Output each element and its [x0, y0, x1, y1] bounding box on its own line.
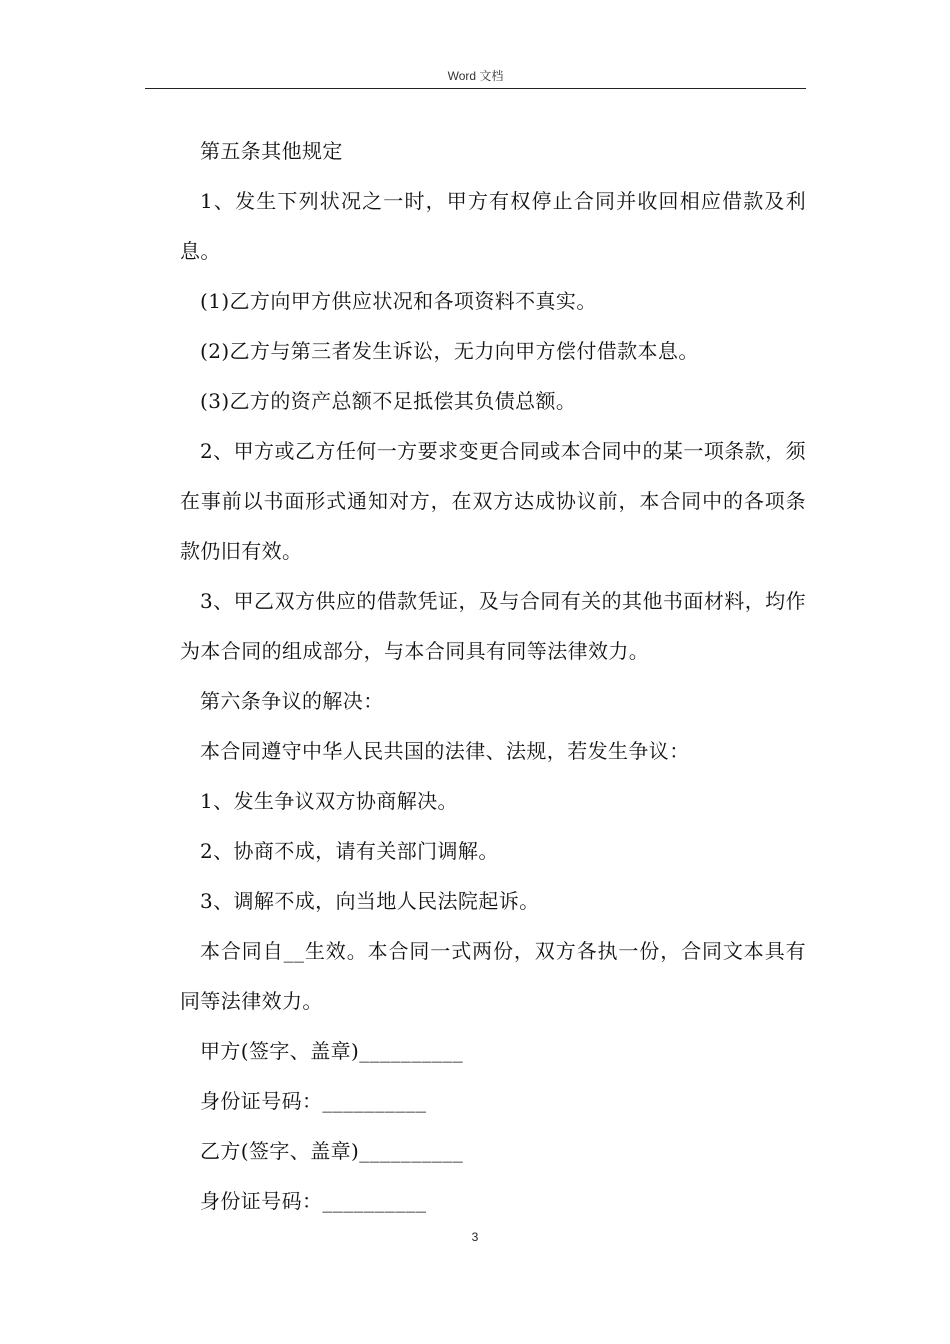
section-6-intro: 本合同遵守中华人民共国的法律、法规，若发生争议：	[200, 739, 690, 763]
party-a-id-line: 身份证号码：__________	[200, 1089, 427, 1113]
party-b-signature-line: 乙方(签字、盖章)__________	[200, 1139, 464, 1163]
clause-5-2: 2、甲方或乙方任何一方要求变更合同或本合同中的某一项条款，须在事前以书面形式通知对方，在双方达成协议前，本合同中的各项条款仍旧有效。	[180, 439, 806, 563]
page-header	[145, 66, 806, 89]
section-5-title: 第五条其他规定	[200, 139, 343, 163]
party-a-signature-line: 甲方(签字、盖章)__________	[200, 1039, 464, 1063]
clause-5-3: 3、甲乙双方供应的借款凭证，及与合同有关的其他书面材料，均作为本合同的组成部分，与本合同具有同等法律效力。	[180, 589, 806, 663]
clause-5-1-item-3: (3)乙方的资产总额不足抵偿其负债总额。	[200, 389, 577, 413]
clause-6-2: 2、协商不成，请有关部门调解。	[200, 839, 499, 863]
party-b-id-line: 身份证号码：__________	[200, 1189, 427, 1213]
clause-6-3: 3、调解不成，向当地人民法院起诉。	[200, 889, 540, 913]
clause-5-1-item-2: (2)乙方与第三者发生诉讼，无力向甲方偿付借款本息。	[200, 339, 699, 363]
page-number: 3	[471, 1230, 479, 1244]
section-6-title: 第六条争议的解决：	[200, 689, 384, 713]
document-body	[180, 126, 806, 1226]
clause-5-1-item-1: (1)乙方向甲方供应状况和各项资料不真实。	[200, 289, 597, 313]
clause-6-1: 1、发生争议双方协商解决。	[200, 789, 458, 813]
header-title: Word 文档	[447, 69, 504, 83]
effective-clause: 本合同自__生效。本合同一式两份，双方各执一份，合同文本具有同等法律效力。	[180, 939, 806, 1013]
clause-5-1: 1、发生下列状况之一时，甲方有权停止合同并收回相应借款及利息。	[180, 189, 806, 263]
